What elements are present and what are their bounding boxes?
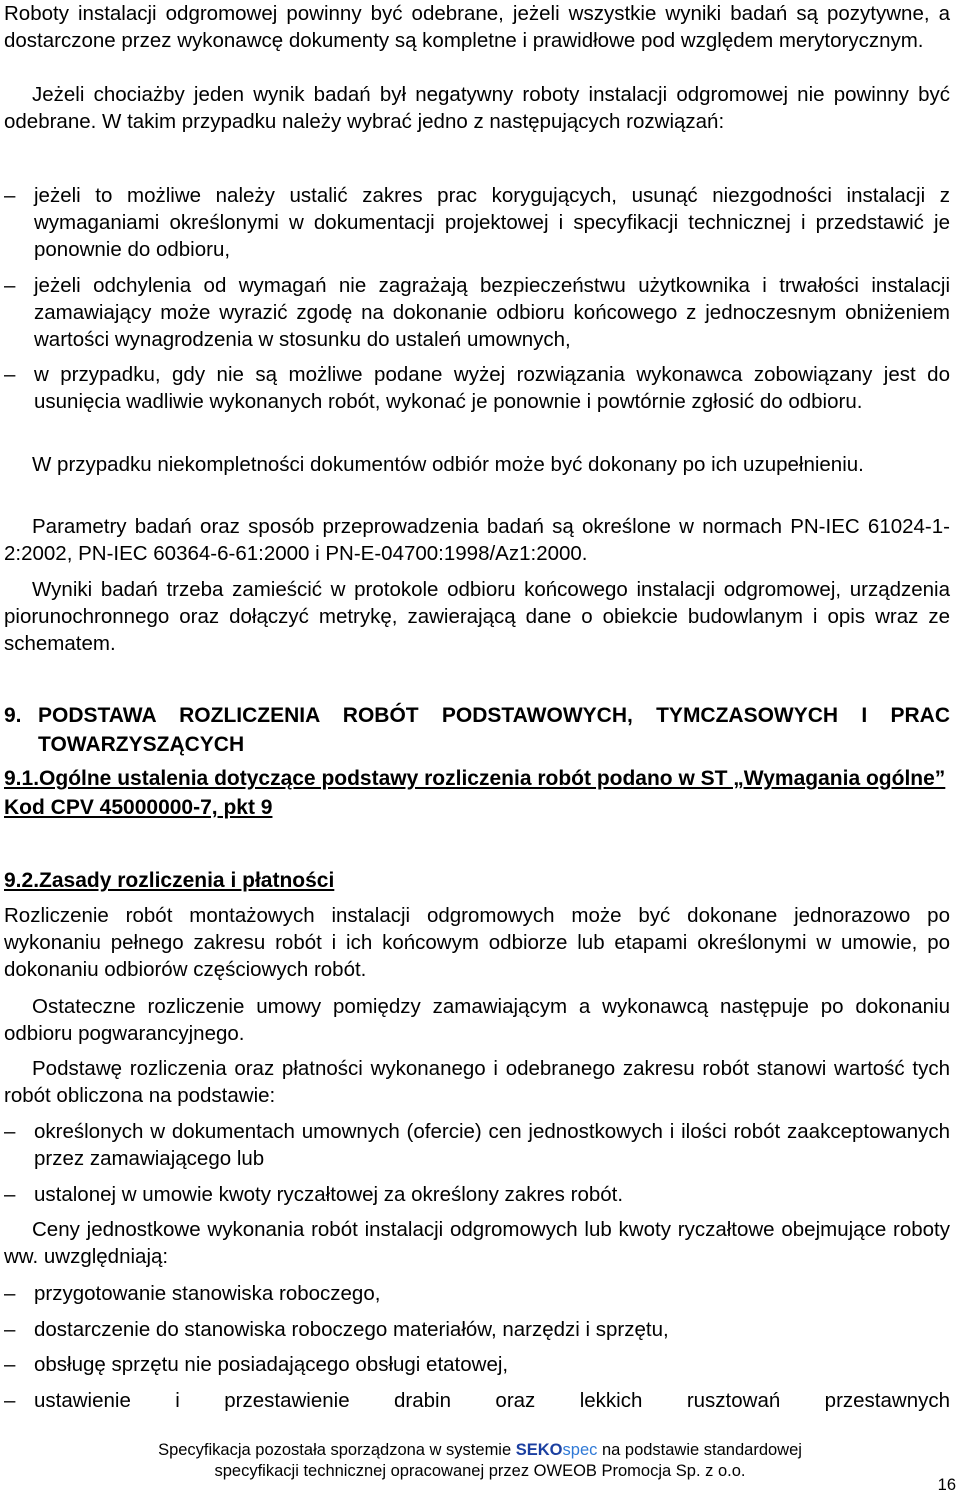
dash-marker: – [4,1353,16,1376]
list-item [4,182,950,263]
footer-line-1 [0,1440,960,1461]
footer-text: na podstawie standardowej [597,1441,802,1459]
list-item-text: ustalonej w umowie kwoty ryczałtowej za określony zakres robót. [34,1183,624,1206]
page-footer [0,1440,960,1482]
list-item-text: określonych w dokumentach umownych (ofercie) cen jednostkowych i ilości robót zaakceptowanych przez zamawiającego lub [34,1120,950,1170]
dash-marker: – [4,1318,16,1341]
list-item-text: przygotowanie stanowiska roboczego, [34,1282,381,1305]
heading-number: 9. [4,704,22,727]
page-number: 16 [937,1476,956,1494]
list-item [4,1280,950,1307]
dash-marker: – [4,363,16,386]
heading-text: Zasady rozliczenia i płatności [39,869,335,892]
dash-marker: – [4,274,16,297]
brand-logo-seko: SEKO [515,1441,563,1459]
paragraph-incomplete-docs: W przypadku niekompletności dokumentów odbiór może być dokonany po ich uzupełnieniu. [32,453,864,476]
list-item-text: jeżeli odchylenia od wymagań nie zagrażają bezpieczeństwu użytkownika i trwałości instalacji zamawiający może wyrazić zgodę na dokonanie odbioru końcowego z jednoczesnym obniżeniem wartości wynagrodzenia w stosunku do ustaleń umownych, [34,274,950,351]
paragraph-unit-prices: Ceny jednostkowe wykonania robót instalacji odgromowych lub kwoty ryczałtowe obejmujące roboty ww. uwzględniają: [4,1218,950,1268]
paragraph-final-settlement: Ostateczne rozliczenie umowy pomiędzy zamawiającym a wykonawcą następuje po dokonaniu odbioru pogwarancyjnego. [4,995,950,1045]
paragraph-settlement: Rozliczenie robót montażowych instalacji odgromowych może być dokonane jednorazowo po wykonaniu pełnego zakresu robót i ich końcowym odbiorze lub etapami określonymi w umowie, po dokonaniu odbiorów częściowych robót. [4,904,950,981]
dash-marker: – [4,1282,16,1305]
dash-marker: – [4,184,16,207]
dash-marker: – [4,1120,16,1143]
paragraph-negative-result: Jeżeli chociażby jeden wynik badań był negatywny roboty instalacji odgromowej nie powinny być odebrane. W takim przypadku należy wybrać jedno z następujących rozwiązań: [4,83,950,133]
heading-number: 9.2. [4,869,40,892]
footer-text: Specyfikacja pozostała sporządzona w systemie [158,1441,516,1459]
list-item [4,1351,950,1378]
heading-text: PODSTAWA ROZLICZENIA ROBÓT PODSTAWOWYCH, TYMCZASOWYCH I PRAC TOWARZYSZĄCYCH [38,704,950,756]
list-item-text: jeżeli to możliwe należy ustalić zakres prac korygujących, usunąć niezgodności instalacji z wymaganiami określonymi w dokumentacji projektowej i specyfikacji technicznej i przedstawić je ponownie do odbioru, [34,184,950,261]
list-item-text: obsługę sprzętu nie posiadającego obsługi etatowej, [34,1353,509,1376]
list-item [4,1387,950,1414]
dash-marker: – [4,1389,16,1412]
heading-text: Ogólne ustalenia dotyczące podstawy rozliczenia robót podano w ST „Wymagania ogólne” Kod CPV 45000000-7, pkt 9 [4,767,946,819]
paragraph-payment-basis: Podstawę rozliczenia oraz płatności wykonanego i odebranego zakresu robót stanowi wartość tych robót obliczona na podstawie: [4,1057,950,1107]
paragraph-test-results: Wyniki badań trzeba zamieścić w protokole odbioru końcowego instalacji odgromowej, urządzenia piorunochronnego oraz dołączyć metrykę, zawierającą dane o obiekcie budowlanym i opis wraz ze schematem. [4,578,950,655]
brand-logo-spec: spec [562,1441,598,1459]
list-item [4,1118,950,1172]
list-item [4,361,950,415]
list-item [4,272,950,353]
section-heading-9-1 [4,764,950,822]
list-item [4,1316,950,1343]
list-item-text: w przypadku, gdy nie są możliwe podane wyżej rozwiązania wykonawca zobowiązany jest do usunięcia wadliwie wykonanych robót, wykonać je ponownie i powtórnie zgłosić do odbioru. [34,363,950,413]
list-item [4,1181,950,1208]
list-item-text: dostarczenie do stanowiska roboczego materiałów, narzędzi i sprzętu, [34,1318,669,1341]
heading-number: 9.1. [4,767,40,790]
section-heading-9 [4,701,950,759]
dash-marker: – [4,1183,16,1206]
section-heading-9-2 [4,866,950,895]
paragraph-acceptance-conditions: Roboty instalacji odgromowej powinny być odebrane, jeżeli wszystkie wyniki badań są pozytywne, a dostarczone przez wykonawcę dokumenty są kompletne i prawidłowe pod względem merytorycznym. [4,2,950,52]
footer-line-2: specyfikacji technicznej opracowanej przez OWEOB Promocja Sp. z o.o. [214,1462,746,1480]
paragraph-test-parameters: Parametry badań oraz sposób przeprowadzenia badań są określone w normach PN-IEC 61024-1-2:2002, PN-IEC 60364-6-61:2000 i PN-E-04700:1998/Az1:2000. [4,515,950,565]
list-item-text: ustawienie i przestawienie drabin oraz lekkich rusztowań przestawnych [34,1389,950,1412]
